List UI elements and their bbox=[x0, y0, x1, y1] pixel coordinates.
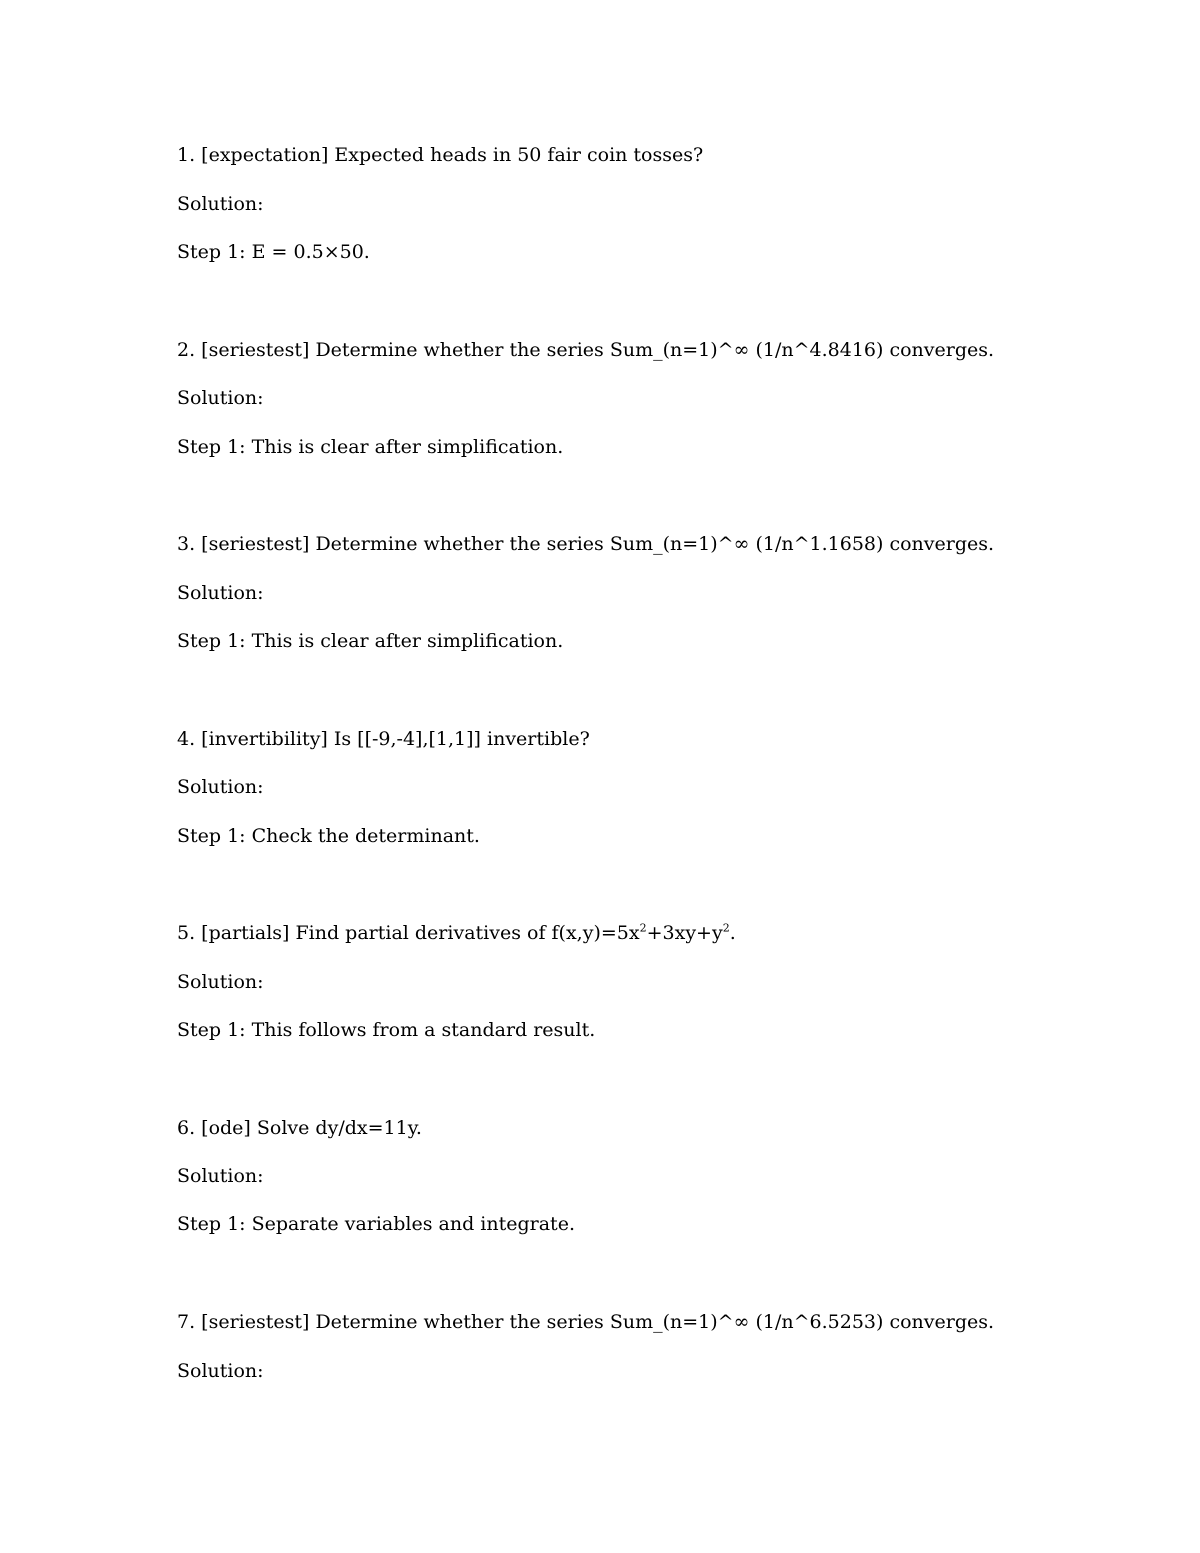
problem-3-solution-label: Solution: bbox=[177, 582, 264, 604]
problem-2-question: 2. [seriestest] Determine whether the series Sum_(n=1)^∞ (1/n^4.8416) converges. bbox=[177, 339, 995, 361]
problem-4-solution-label: Solution: bbox=[177, 776, 264, 798]
problem-7-solution-label: Solution: bbox=[177, 1360, 264, 1382]
problem-3-step-1: Step 1: This is clear after simplification. bbox=[177, 630, 564, 652]
problem-4-step-1: Step 1: Check the determinant. bbox=[177, 825, 480, 847]
problem-5-step-1: Step 1: This follows from a standard result. bbox=[177, 1019, 596, 1041]
problem-6-step-1: Step 1: Separate variables and integrate. bbox=[177, 1213, 575, 1235]
problem-3-question: 3. [seriestest] Determine whether the series Sum_(n=1)^∞ (1/n^1.1658) converges. bbox=[177, 533, 995, 555]
problem-6-question: 6. [ode] Solve dy/dx=11y. bbox=[177, 1117, 422, 1139]
problem-5-exponent-1: 2 bbox=[639, 921, 647, 935]
problem-4-question: 4. [invertibility] Is [[-9,-4],[1,1]] invertible? bbox=[177, 728, 590, 750]
problem-7-question: 7. [seriestest] Determine whether the series Sum_(n=1)^∞ (1/n^6.5253) converges. bbox=[177, 1311, 995, 1333]
problem-5-exponent-2: 2 bbox=[722, 921, 730, 935]
problem-2-solution-label: Solution: bbox=[177, 387, 264, 409]
problem-5-solution-label: Solution: bbox=[177, 971, 264, 993]
problem-1-step-1: Step 1: E = 0.5×50. bbox=[177, 241, 370, 263]
problem-1-question: 1. [expectation] Expected heads in 50 fair coin tosses? bbox=[177, 144, 704, 166]
problem-5-question-mid: +3xy+y bbox=[646, 922, 723, 944]
problem-1-solution-label: Solution: bbox=[177, 193, 264, 215]
problem-6-solution-label: Solution: bbox=[177, 1165, 264, 1187]
problem-5-question-suffix: . bbox=[729, 922, 736, 944]
problem-5-question-prefix: 5. [partials] Find partial derivatives of f(x,y)=5x bbox=[177, 922, 640, 944]
problem-2-step-1: Step 1: This is clear after simplification. bbox=[177, 436, 564, 458]
problem-5-question bbox=[177, 921, 736, 945]
